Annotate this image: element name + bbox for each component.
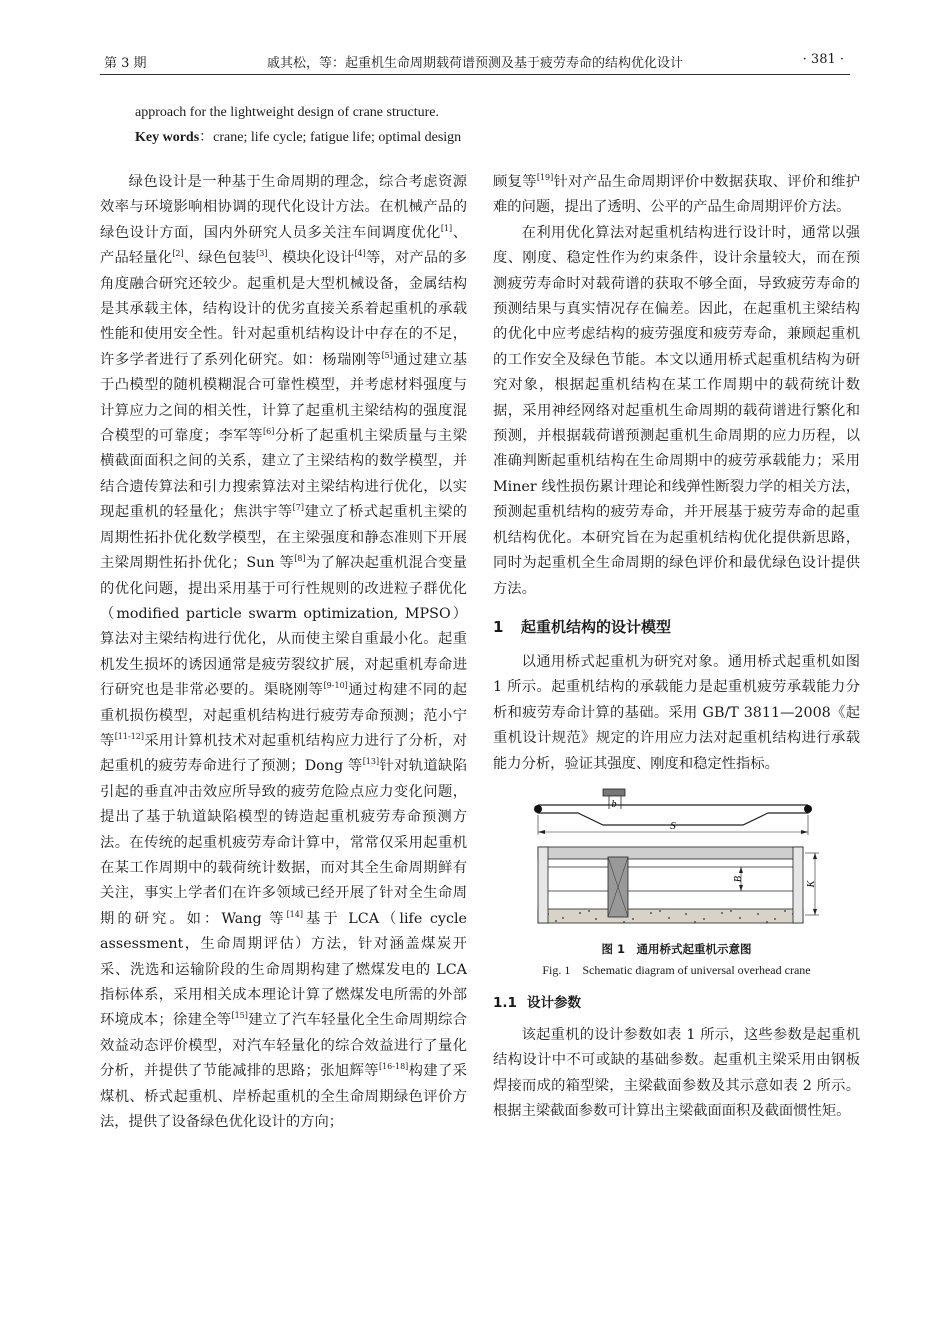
citation: [19] (536, 173, 554, 182)
left-column (100, 170, 467, 1135)
motivation-paragraph: 在利用优化算法对起重机结构进行设计时，通常以强度、刚度、稳定性作为约束条件，设计余量较大，而在预测疲劳寿命时对载荷谱的获取不够全面，导致疲劳寿命的预测结果与真实情况存在偏差。因此，在起重机主梁结构的优化中应考虑结构的疲劳强度和疲劳寿命，兼顾起重机的工作安全及绿色节能。本文以通用桥式起重机结构为研究对象，根据起重机结构在某工作周期中的载荷统计数据，采用神经网络对起重机生命周期的载荷谱进行繁化和预测，并根据载荷谱预测起重机生命周期的应力历程，以准确判断起重机结构在生命周期中的疲劳承载能力；采用 Miner 线性损伤累计理论和线弹性断裂力学的相关方法，预测起重机结构的疲劳寿命，并开展基于疲劳寿命的起重机结构优化。本研究旨在为起重机结构优化提供新思路，同时为起重机全生命周期的绿色评价和最优绿色设计提供方法。 (493, 224, 860, 597)
keywords-separator: ： (199, 130, 214, 145)
right-column (493, 170, 860, 1125)
subsection-title: 设计参数 (527, 994, 581, 1011)
citation: [13] (362, 757, 380, 767)
section-number: 1 (493, 617, 504, 636)
intro-paragraph-continued: 顾复等[19]针对产品生命周期评价中数据获取、评价和维护难的问题，提出了透明、公平的产品生命周期评价方法。 (493, 173, 861, 216)
keywords-label: Key words (135, 130, 200, 145)
keywords-line (135, 125, 855, 150)
label-b: b (611, 798, 617, 810)
crane-diagram (523, 787, 823, 939)
keywords-text: crane; life cycle; fatigue life; optimal design (213, 130, 462, 145)
design-parameters-paragraph: 该起重机的设计参数如表 1 所示，这些参数是起重机结构设计中不可或缺的基础参数。起重机主梁采用由钢板焊接而成的箱型梁，主梁截面参数及其示意如表 2 所示。根据主梁截面参数可计算出主梁截面面积及截面惯性矩。 (493, 1026, 860, 1120)
citation: [11-12] (114, 731, 144, 741)
figure-caption-cn: 图 1 通用桥式起重机示意图 (601, 941, 752, 956)
label-B: B (733, 875, 744, 882)
intro-paragraph: 绿色设计是一种基于生命周期的理念，综合考虑资源效率与环境影响相协调的现代化设计方法。在机械产品的绿色设计方面，国内外研究人员多关注车间调度优化[1]、产品轻量化[2]、绿色包装[3]、模块化设计[4]等，对产品的多角度融合研究还较少。起重机是大型机械设备，金属结构是其承载主体，结构设计的优劣直接关系着起重机的承载性能和使用安全性。针对起重机结构设计中存在的不足，许多学者进行了系列化研究。如：杨瑞刚等[5]通过建立基于凸模型的随机模糊混合可靠性模型，并考虑材料强度与计算应力之间的相关性，计算了起重机主梁结构的强度混合模型的可靠度；李军等[6]分析了起重机主梁质量与主梁横截面面积之间的关系，建立了主梁结构的数学模型，并结合遗传算法和引力搜索算法对主梁结构进行优化，以实现起重机的轻量化；焦洪宇等[7]建立了桥式起重机主梁的周期性拓扑优化数学模型，在主梁强度和静态准则下开展主梁周期性拓扑优化；Sun 等[8]为了解决起重机混合变量的优化问题，提出采用基于可行性规则的改进粒子群优化（modified particle swarm optimization, MPSO）算法对主梁结构进行优化，从而使主梁自重最小化。起重机发生损坏的诱因通常是疲劳裂纹扩展，对起重机寿命进行研究也是非常必要的。渠晓刚等[9-10]通过构建不同的起重机损伤模型，对起重机结构进行疲劳寿命预测；范小宁等[11-12]采用计算机技术对起重机结构应力进行了分析，对起重机的疲劳寿命进行了预测；Dong 等[13]针对轨道缺陷引起的垂直冲击效应所导致的疲劳危险点应力变化问题，提出了基于轨道缺陷模型的铸造起重机疲劳寿命预测方法。在传统的起重机疲劳寿命计算中，常常仅采用起重机在某工作周期中的载荷统计数据，而对其全生命周期鲜有关注，事实上学者们在许多领域已经开展了针对全生命周期的研究。如：Wang 等[14]基于 LCA（life cycle assessment，生命周期评估）方法，针对涵盖煤炭开采、洗选和运输阶段的生命周期构建了燃煤发电的 LCA 指标体系，采用相关成本理论计算了燃煤发电所需的外部环境成本；徐建全等[15]建立了汽车轻量化全生命周期综合效益动态评价模型，对汽车轻量化的综合效益进行了量化分析，并提供了节能减排的思路；张旭辉等[16-18]构建了采煤机、桥式起重机、岸桥起重机的全生命周期绿色评价方法，提供了设备绿色优化设计的方向； (100, 174, 468, 1131)
citation: [2] (172, 249, 184, 259)
design-model-paragraph: 以通用桥式起重机为研究对象。通用桥式起重机如图 1 所示。起重机结构的承载能力是起重机疲劳承载能力分析和疲劳寿命计算的基础。采用 GB/T 3811—2008《起重机设计规范》规定的许用应力法对起重机结构进行承载能力分析，验证其强度、刚度和稳定性指标。 (493, 653, 860, 772)
section-title: 起重机结构的设计模型 (521, 617, 672, 636)
citation: [7] (292, 503, 304, 513)
citation: [4] (354, 249, 366, 259)
citation: [14] (286, 909, 303, 919)
label-K: K (806, 880, 817, 888)
citation: [1] (440, 223, 453, 233)
running-title: 戚其松，等：起重机生命周期载荷谱预测及基于疲劳寿命的结构优化设计 (266, 56, 683, 71)
citation: [16-18] (378, 1062, 409, 1072)
section-heading-1 (493, 614, 860, 640)
abstract-tail (135, 100, 855, 150)
subsection-number: 1.1 (493, 994, 517, 1011)
page-number: · 381 · (802, 52, 844, 67)
citation: [8] (294, 554, 306, 564)
label-S: S (670, 819, 676, 832)
figure-1 (493, 787, 860, 939)
abstract-last-line: approach for the lightweight design of crane structure. (135, 105, 440, 120)
citation: [15] (231, 1011, 248, 1021)
figure-caption-en: Fig. 1 Schematic diagram of universal overhead crane (542, 962, 811, 977)
citation: [5] (381, 350, 393, 360)
citation: [9-10] (323, 681, 348, 691)
issue-number: 第 3 期 (104, 56, 147, 71)
citation: [3] (256, 249, 268, 259)
citation: [6] (263, 427, 275, 437)
subsection-heading-1-1 (493, 991, 860, 1015)
running-header (100, 52, 850, 75)
